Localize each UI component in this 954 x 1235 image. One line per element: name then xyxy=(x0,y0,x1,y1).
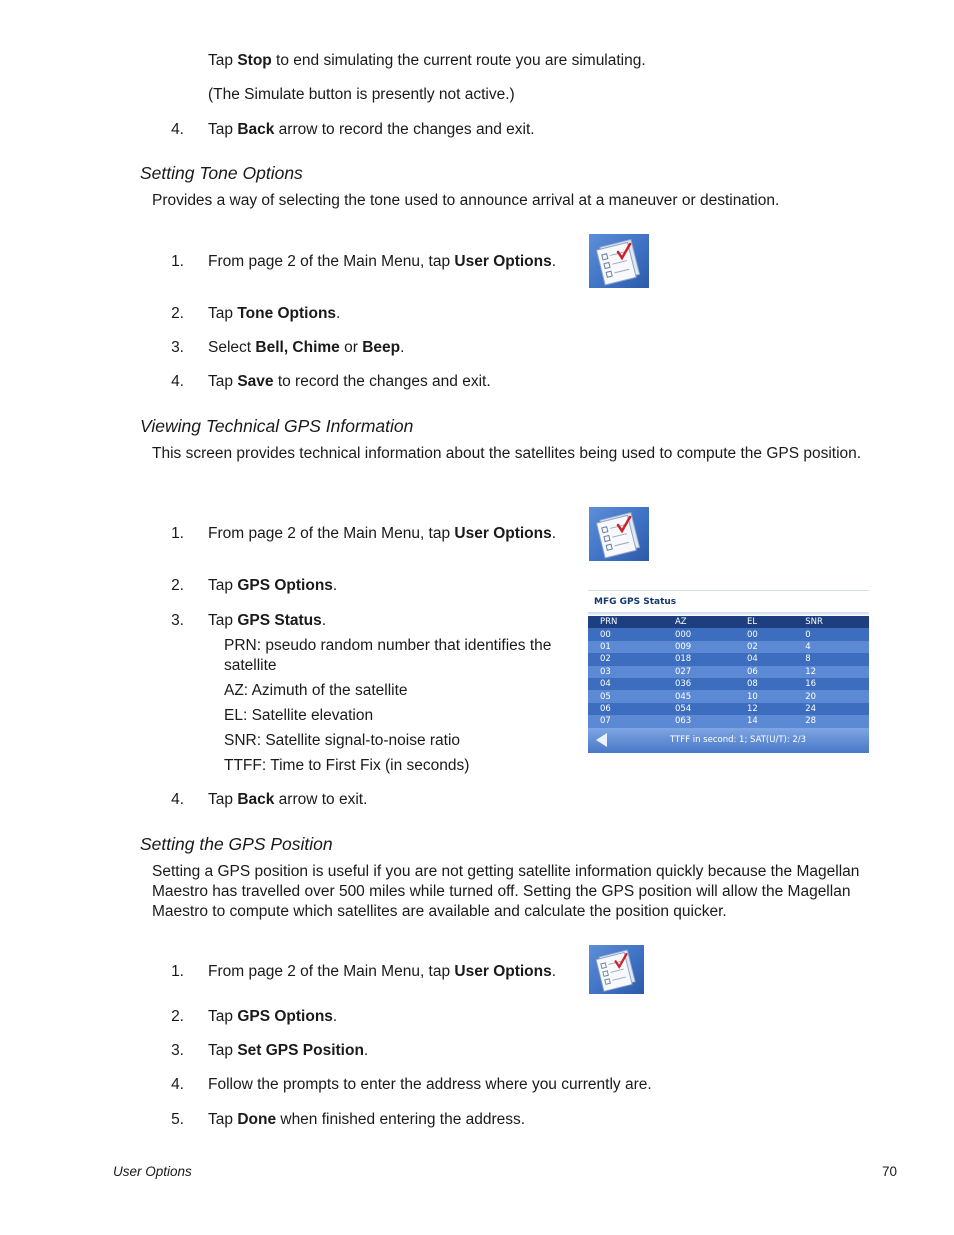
table-cell: 4 xyxy=(793,641,869,653)
step-number: 2. xyxy=(171,305,184,322)
table-cell: 06 xyxy=(588,703,663,715)
table-cell: 000 xyxy=(663,628,735,640)
step-text: Tap Set GPS Position. xyxy=(208,1042,369,1059)
user-options-checklist-icon xyxy=(589,945,644,994)
gps-status-title: MFG GPS Status xyxy=(594,597,677,607)
table-cell: 08 xyxy=(735,678,793,690)
column-header: AZ xyxy=(663,616,735,628)
ttff-readout: TTFF in second: 1; SAT(U/T): 2/3 xyxy=(670,735,807,745)
table-cell: 045 xyxy=(663,690,735,702)
table-cell: 0 xyxy=(793,628,869,640)
simulate-note: (The Simulate button is presently not active.) xyxy=(208,86,515,103)
step-number: 4. xyxy=(171,1076,184,1093)
step-text: Tap Save to record the changes and exit. xyxy=(208,373,491,390)
footer-section-name: User Options xyxy=(113,1164,192,1179)
stop-instruction: Tap Stop to end simulating the current route you are simulating. xyxy=(208,52,646,69)
table-cell: 07 xyxy=(588,715,663,727)
table-cell: 24 xyxy=(793,703,869,715)
table-cell: 12 xyxy=(735,703,793,715)
section-desc-gps-position: Setting a GPS position is useful if you are not getting satellite information quickly because the Magellan Maestro has travelled over 500 miles while turned off. Setting the GPS position will allow the Magellan Maestro to compute which satellites are available and calculate the position quicker. xyxy=(152,863,860,920)
gps-status-footer-bar xyxy=(588,728,869,753)
back-arrow-icon[interactable] xyxy=(596,733,607,747)
table-cell: 01 xyxy=(588,641,663,653)
gps-status-table xyxy=(588,616,869,728)
section-desc-tone: Provides a way of selecting the tone used to announce arrival at a maneuver or destination. xyxy=(152,192,780,209)
step-text: From page 2 of the Main Menu, tap User Options. xyxy=(208,963,557,980)
table-cell: 14 xyxy=(735,715,793,727)
title-divider xyxy=(588,612,869,615)
table-cell: 04 xyxy=(588,678,663,690)
section-heading-gps-position: Setting the GPS Position xyxy=(140,834,333,854)
step-number: 4. xyxy=(171,791,184,808)
table-cell: 04 xyxy=(735,653,793,665)
table-cell: 027 xyxy=(663,666,735,678)
section-heading-gps-info: Viewing Technical GPS Information xyxy=(140,416,414,436)
table-cell: 00 xyxy=(588,628,663,640)
step-number: 4. xyxy=(171,373,184,390)
step-number: 3. xyxy=(171,1042,184,1059)
step-number: 1. xyxy=(171,525,184,542)
table-row xyxy=(588,703,869,715)
table-row xyxy=(588,666,869,678)
step-text: Tap GPS Options. xyxy=(208,577,338,594)
section-desc-gps-info: This screen provides technical information about the satellites being used to compute the GPS position. xyxy=(152,445,862,462)
definition-el: EL: Satellite elevation xyxy=(224,707,374,724)
table-cell: 018 xyxy=(663,653,735,665)
table-cell: 06 xyxy=(735,666,793,678)
table-cell: 8 xyxy=(793,653,869,665)
table-cell: 03 xyxy=(588,666,663,678)
table-row xyxy=(588,678,869,690)
step-text: Tap Done when finished entering the address. xyxy=(208,1111,526,1128)
definition-ttff: TTFF: Time to First Fix (in seconds) xyxy=(224,757,470,774)
table-cell: 02 xyxy=(735,641,793,653)
table-row xyxy=(588,690,869,702)
step-text: Select Bell, Chime or Beep. xyxy=(208,339,405,356)
column-header: SNR xyxy=(793,616,869,628)
table-cell: 054 xyxy=(663,703,735,715)
step-text: Tap Back arrow to exit. xyxy=(208,791,368,808)
table-row xyxy=(588,653,869,665)
table-row xyxy=(588,628,869,640)
step-text: From page 2 of the Main Menu, tap User Options. xyxy=(208,253,557,270)
step-number: 1. xyxy=(171,963,184,980)
table-row xyxy=(588,715,869,727)
step-number: 3. xyxy=(171,612,184,629)
definition-az: AZ: Azimuth of the satellite xyxy=(224,682,408,699)
table-cell: 16 xyxy=(793,678,869,690)
step-text: Tap GPS Options. xyxy=(208,1008,338,1025)
definition-snr: SNR: Satellite signal-to-noise ratio xyxy=(224,732,461,749)
table-cell: 10 xyxy=(735,690,793,702)
step-back: Tap Back arrow to record the changes and exit. xyxy=(208,121,535,138)
user-options-checklist-icon xyxy=(589,507,649,561)
step-text: From page 2 of the Main Menu, tap User Options. xyxy=(208,525,557,542)
step-number: 2. xyxy=(171,1008,184,1025)
step-number: 3. xyxy=(171,339,184,356)
table-cell: 20 xyxy=(793,690,869,702)
definition-prn: PRN: pseudo random number that identifies the satellite xyxy=(224,637,552,674)
column-header: PRN xyxy=(588,616,663,628)
section-heading-tone: Setting Tone Options xyxy=(140,163,303,183)
step-number: 4. xyxy=(171,121,184,138)
step-text: Tap GPS Status. xyxy=(208,612,327,629)
table-cell: 12 xyxy=(793,666,869,678)
table-cell: 00 xyxy=(735,628,793,640)
user-options-checklist-icon xyxy=(589,234,649,288)
gps-status-screen xyxy=(588,590,869,753)
table-cell: 009 xyxy=(663,641,735,653)
step-text: Follow the prompts to enter the address where you currently are. xyxy=(208,1076,652,1093)
table-cell: 063 xyxy=(663,715,735,727)
page-number: 70 xyxy=(882,1164,898,1179)
table-cell: 05 xyxy=(588,690,663,702)
column-header: EL xyxy=(735,616,793,628)
step-text: Tap Tone Options. xyxy=(208,305,341,322)
table-row xyxy=(588,641,869,653)
step-number: 2. xyxy=(171,577,184,594)
step-number: 1. xyxy=(171,253,184,270)
step-number: 5. xyxy=(171,1111,184,1128)
table-cell: 28 xyxy=(793,715,869,727)
table-header-row xyxy=(588,616,869,628)
table-cell: 02 xyxy=(588,653,663,665)
table-cell: 036 xyxy=(663,678,735,690)
